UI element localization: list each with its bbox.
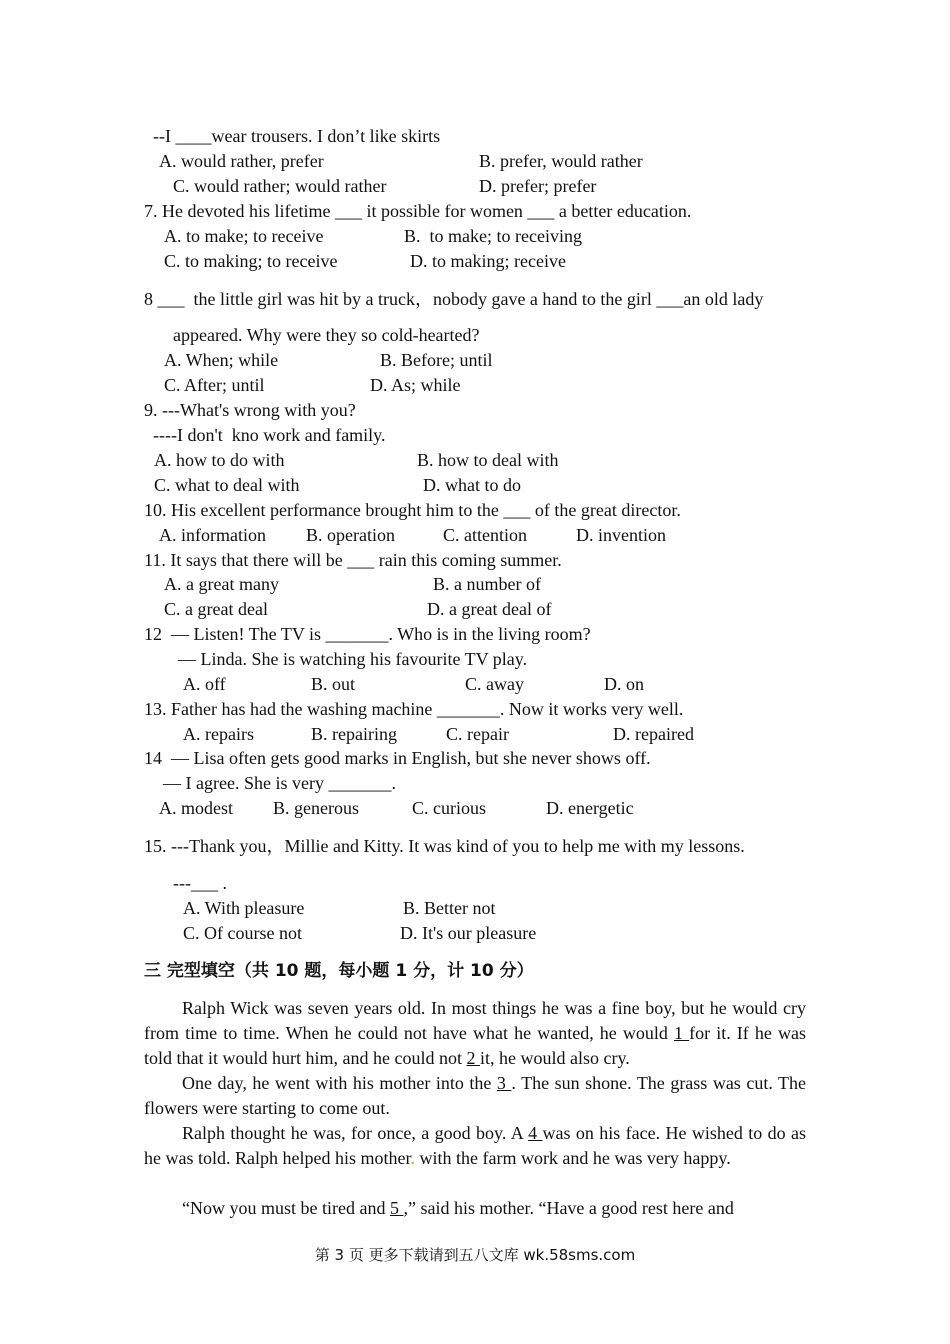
blank-4: 4 [528,1123,543,1143]
q6-option-d: D. prefer; prefer [479,176,597,196]
q13-option-d: D. repaired [613,724,694,744]
q12-stem: 12 — Listen! The TV is _______. Who is in the living room? [144,624,591,644]
passage-text: with the farm work and he was very happy. [414,1148,731,1168]
q6-option-c: C. would rather; would rather [173,176,387,196]
q13-option-b: B. repairing [311,724,397,744]
q11-stem: 11. It says that there will be ___ rain this coming summer. [144,550,562,570]
section-heading-cloze: 三 完型填空（共 10 题，每小题 1 分，计 10 分） [144,961,534,981]
q15-answer-line: ---___ . [173,873,227,893]
q6-option-a: A. would rather, prefer [159,151,324,171]
q12-option-c: C. away [465,674,524,694]
blank-2: 2 [466,1048,480,1068]
blank-3: 3 [496,1073,512,1093]
q15-option-a: A. With pleasure [183,898,305,918]
passage-text: Ralph Wick was seven years old. In most things he was a fine boy, but he would cry from time to time. When he could not have what he wanted, he would [144,998,806,1043]
q15-option-d: D. It's our pleasure [400,923,537,943]
q13-option-c: C. repair [446,724,509,744]
q9-option-a: A. how to do with [154,450,285,470]
q10-stem: 10. His excellent performance brought him to the ___ of the great director. [144,500,681,520]
q9-answer-line: ----I don't kno work and family. [153,425,386,445]
q12-answer-line: — Linda. She is watching his favourite TV play. [178,649,528,669]
passage-text: for it. If he was told that it would hurt him, and he could not [144,1023,806,1068]
q15-option-c: C. Of course not [183,923,302,943]
passage-paragraph-2 [144,1071,806,1121]
q8-option-a: A. When; while [164,350,279,370]
q11-option-d: D. a great deal of [427,599,552,619]
q7-option-d: D. to making; receive [410,251,566,271]
blank-5: 5 [389,1198,404,1218]
passage-text: ,” said his mother. “Have a good rest here and [403,1198,734,1218]
q8-option-b: B. Before; until [380,350,493,370]
q8-option-c: C. After; until [164,375,265,395]
q7-option-b: B. to make; to receiving [404,226,582,246]
q12-option-a: A. off [183,674,226,694]
q12-option-d: D. on [604,674,644,694]
q14-option-a: A. modest [159,798,233,818]
passage-text: One day, he went with his mother into the [182,1073,497,1093]
q14-option-d: D. energetic [546,798,634,818]
q14-answer-line: — I agree. She is very _______. [163,773,396,793]
passage-paragraph-3 [144,1121,806,1171]
q6-option-b: B. prefer, would rather [479,151,643,171]
q9-option-c: C. what to deal with [154,475,300,495]
q7-option-a: A. to make; to receive [164,226,324,246]
q10-option-c: C. attention [443,525,527,545]
q12-option-b: B. out [311,674,356,694]
stray-mark: . [410,1148,415,1168]
q15-stem: 15. ---Thank you，Millie and Kitty. It was kind of you to help me with my lessons. [144,836,745,856]
passage-text: it, he would also cry. [479,1048,630,1068]
q10-option-b: B. operation [306,525,395,545]
q6-answer-line: --I ____wear trousers. I don’t like skirts [153,126,441,146]
q10-option-d: D. invention [576,525,666,545]
q13-stem: 13. Father has had the washing machine _______. Now it works very well. [144,699,684,719]
q14-option-b: B. generous [273,798,359,818]
passage-text: Ralph thought he was, for once, a good boy. A [182,1123,529,1143]
q8-stem-continued: appeared. Why were they so cold-hearted? [173,325,480,345]
passage-text: “Now you must be tired and [182,1198,390,1218]
q7-option-c: C. to making; to receive [164,251,338,271]
q14-option-c: C. curious [412,798,486,818]
passage-paragraph-1 [144,996,806,1071]
q14-stem: 14 — Lisa often gets good marks in English, but she never shows off. [144,748,651,768]
passage-paragraph-4 [144,1196,806,1221]
q9-stem: 9. ---What's wrong with you? [144,400,356,420]
q7-stem: 7. He devoted his lifetime ___ it possible for women ___ a better education. [144,201,692,221]
q11-option-a: A. a great many [164,574,279,594]
q9-option-d: D. what to do [423,475,521,495]
q11-option-c: C. a great deal [164,599,268,619]
q9-option-b: B. how to deal with [417,450,559,470]
passage-text: . The sun shone. The grass was cut. The flowers were starting to come out. [144,1073,806,1118]
q8-option-d: D. As; while [370,375,461,395]
q13-option-a: A. repairs [183,724,254,744]
q15-option-b: B. Better not [403,898,496,918]
page-footer: 第 3 页 更多下载请到五八文库 wk.58sms.com [314,1246,636,1264]
q11-option-b: B. a number of [433,574,541,594]
q10-option-a: A. information [159,525,266,545]
blank-1: 1 [674,1023,690,1043]
passage-text: was on his face. He wished to do as he was told. Ralph helped his mother [144,1123,806,1168]
q8-stem: 8 ___ the little girl was hit by a truck，nobody gave a hand to the girl ___an old lady [144,289,764,309]
